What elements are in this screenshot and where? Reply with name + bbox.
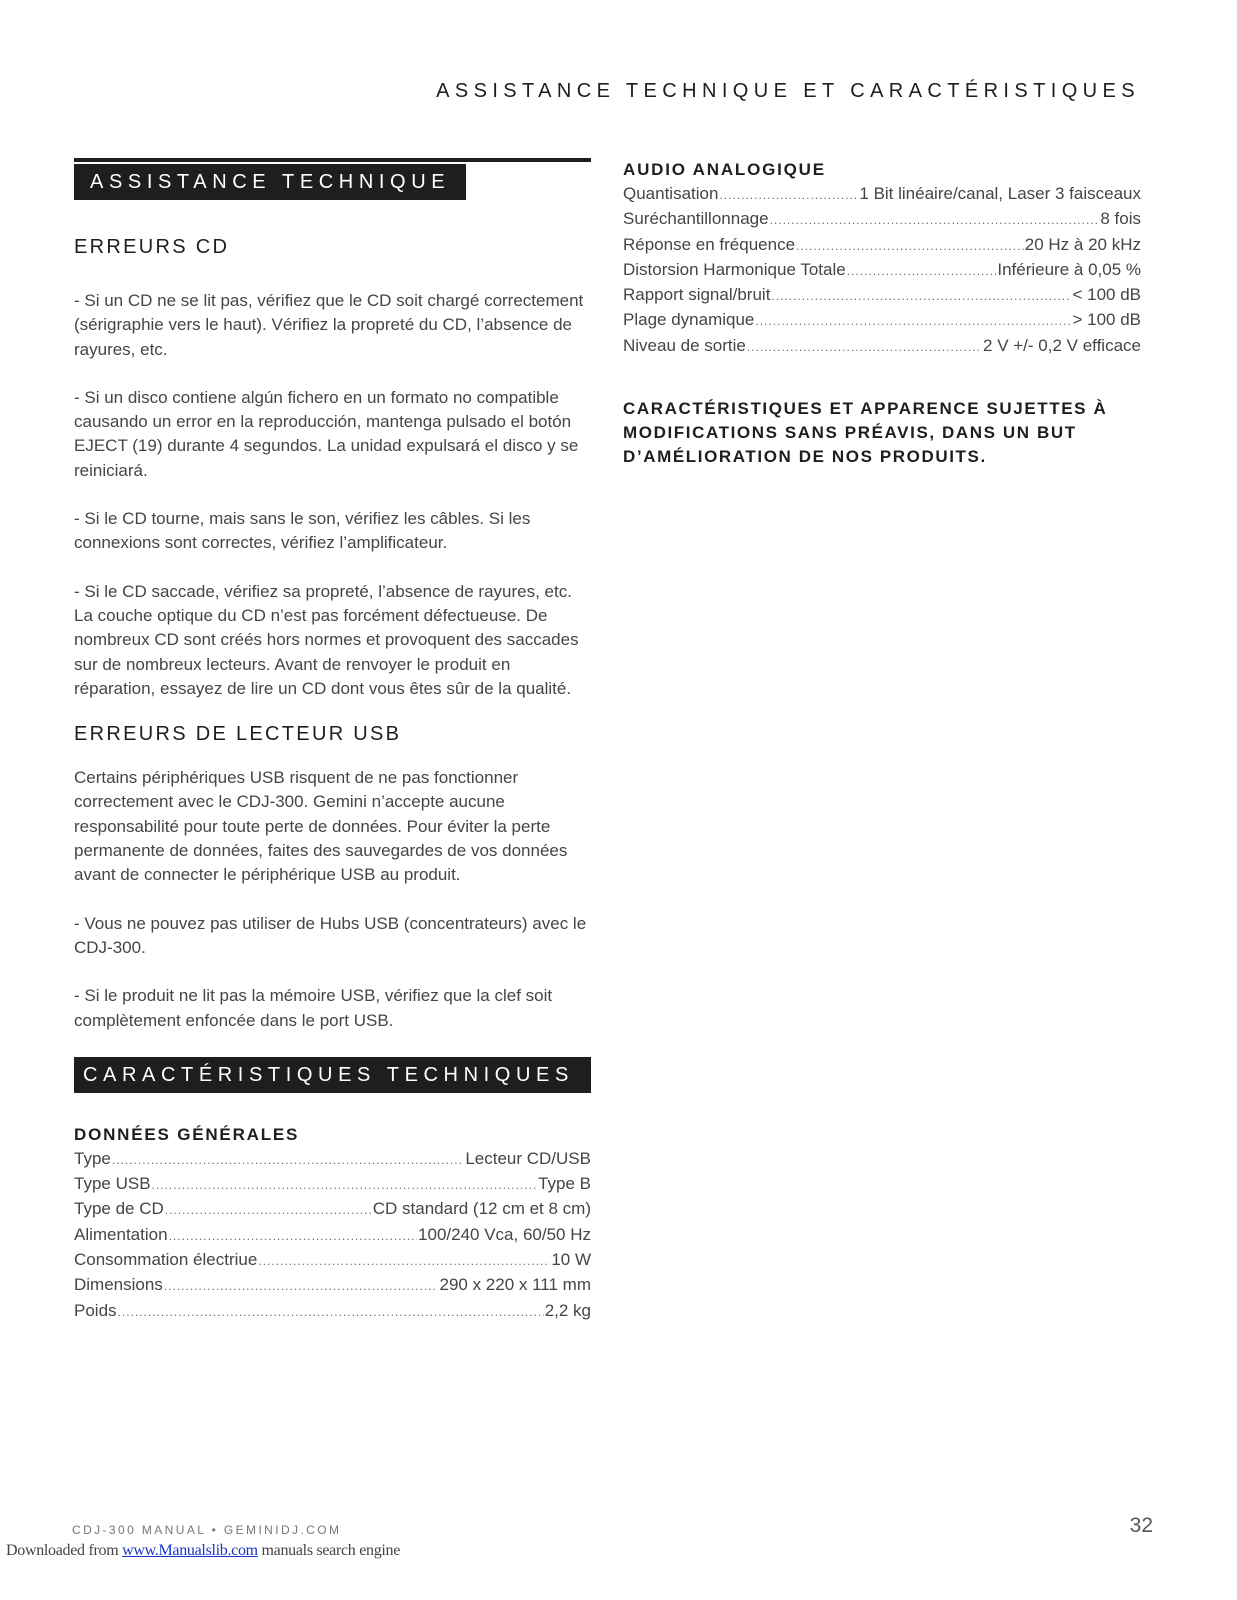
page-header: ASSISTANCE TECHNIQUE ET CARACTÉRISTIQUES [436,80,1140,102]
spec-value: > 100 dB [1072,310,1141,330]
cd-paragraph: - Si le CD tourne, mais sans le son, vérifiez les câbles. Si les connexions sont correctes, vérifiez l’amplificateur. [74,509,531,553]
specs-change-notice: CARACTÉRISTIQUES ET APPARENCE SUJETTES À MODIFICATIONS SANS PRÉAVIS, DANS UN BUT D’AMÉLIORATION DE NOS PRODUITS. [623,399,1108,467]
dot-leader [755,309,1071,333]
dot-leader [847,259,997,283]
spec-row [623,207,1141,232]
footer-manual-label: CDJ-300 MANUAL • GEMINIDJ.COM [72,1523,342,1537]
spec-value: 2,2 kg [544,1300,591,1320]
spec-label: Plage dynamique [623,310,755,330]
spec-label: Quantisation [623,184,719,203]
specs-banner: CARACTÉRISTIQUES TECHNIQUES [74,1057,591,1093]
spec-label: Alimentation [74,1224,168,1244]
usb-errors-heading: ERREURS DE LECTEUR USB [74,723,402,746]
spec-value: 20 Hz à 20 kHz [1024,234,1141,254]
section-rule [74,158,591,162]
spec-value: Type B [538,1174,591,1194]
spec-label: Type de CD [74,1199,164,1219]
usb-paragraph: Certains périphériques USB risquent de ne pas fonctionner correctement avec le CDJ-300. Gemini n’accepte aucune responsabilité pour toute perte de données. Pour éviter la perte permanente de données, faites des sauvegardes de vos données avant de connecter le périphérique USB au produit. [74,768,568,885]
spec-row [623,308,1141,333]
assistance-banner: ASSISTANCE TECHNIQUE [74,164,466,200]
dot-leader [169,1224,417,1248]
general-specs-list [74,1147,591,1324]
spec-value: 8 fois [1100,209,1141,229]
spec-label: Niveau de sortie [623,335,746,355]
spec-value: 1 Bit linéaire/canal, Laser 3 faisceaux [859,184,1141,203]
spec-row [74,1273,591,1298]
cd-paragraph: - Si un CD ne se lit pas, vérifiez que le CD soit chargé correctement (sérigraphie vers le haut). Vérifiez la propreté du CD, l’absence de rayures, etc. [74,291,584,359]
dot-leader [747,335,982,359]
spec-label: Distorsion Harmonique Totale [623,259,846,279]
spec-label: Rapport signal/bruit [623,285,771,305]
spec-row [623,233,1141,258]
dot-leader [771,284,1071,308]
dot-leader [796,234,1024,258]
dot-leader [164,1274,439,1298]
spec-row [623,283,1141,308]
spec-label: Type USB [74,1174,151,1194]
dot-leader [258,1249,550,1273]
spec-label: Consommation électriue [74,1250,258,1270]
dot-leader [112,1148,464,1172]
usb-paragraph: - Si le produit ne lit pas la mémoire USB, vérifiez que la clef soit complètement enfoncée dans le port USB. [74,986,553,1030]
spec-row [623,182,1141,207]
dot-leader [118,1300,544,1324]
spec-label: Dimensions [74,1275,163,1295]
spec-value: < 100 dB [1072,285,1141,305]
cd-paragraph: - Si un disco contiene algún fichero en un formato no compatible causando un error en la reproducción, mantenga pulsado el botón EJECT (19) durante 4 segundos. La unidad expulsará el disco y se reiniciará. [74,387,579,480]
right-column [623,158,1141,469]
watermark-suffix: manuals search engine [257,1542,401,1559]
dot-leader [165,1198,372,1222]
manualslib-link[interactable]: www.Manualslib.com [122,1542,258,1559]
dot-leader [770,208,1100,232]
spec-row [74,1223,591,1248]
spec-value: 2 V +/- 0,2 V efficace [983,335,1141,355]
spec-label: Type [74,1148,111,1168]
dot-leader [719,183,858,207]
page-number: 32 [1129,1514,1153,1537]
spec-value: Inférieure à 0,05 % [997,259,1141,279]
spec-label: Suréchantillonnage [623,209,769,229]
left-column [74,158,591,1324]
spec-value: Lecteur CD/USB [465,1148,591,1168]
spec-label: Réponse en fréquence [623,234,796,254]
cd-errors-heading: ERREURS CD [74,236,230,258]
spec-value: 10 W [551,1250,591,1270]
usb-paragraph: - Vous ne pouvez pas utiliser de Hubs USB (concentrateurs) avec le CDJ-300. [74,913,587,957]
spec-row [623,334,1141,359]
spec-row [74,1147,591,1172]
dot-leader [152,1173,538,1197]
watermark-prefix: Downloaded from [6,1542,123,1559]
spec-value: CD standard (12 cm et 8 cm) [372,1199,591,1219]
audio-specs-list [623,182,1141,359]
spec-row [74,1248,591,1273]
spec-row [74,1172,591,1197]
download-watermark [6,1542,400,1560]
spec-value: 100/240 Vca, 60/50 Hz [418,1224,591,1244]
spec-row [74,1197,591,1222]
general-data-heading: DONNÉES GÉNÉRALES [74,1124,300,1144]
cd-paragraph: - Si le CD saccade, vérifiez sa propreté, l’absence de rayures, etc. La couche optique du CD n’est pas forcément défectueuse. De nombreux CD sont créés hors normes et provoquent des saccades sur de nombreux lecteurs. Avant de renvoyer le produit en réparation, essayez de lire un CD dont vous êtes sûr de la qualité. [74,581,579,698]
audio-analog-heading: AUDIO ANALOGIQUE [623,160,826,179]
spec-value: 290 x 220 x 111 mm [439,1275,591,1295]
spec-label: Poids [74,1300,117,1320]
spec-row [623,258,1141,283]
spec-row [74,1299,591,1324]
